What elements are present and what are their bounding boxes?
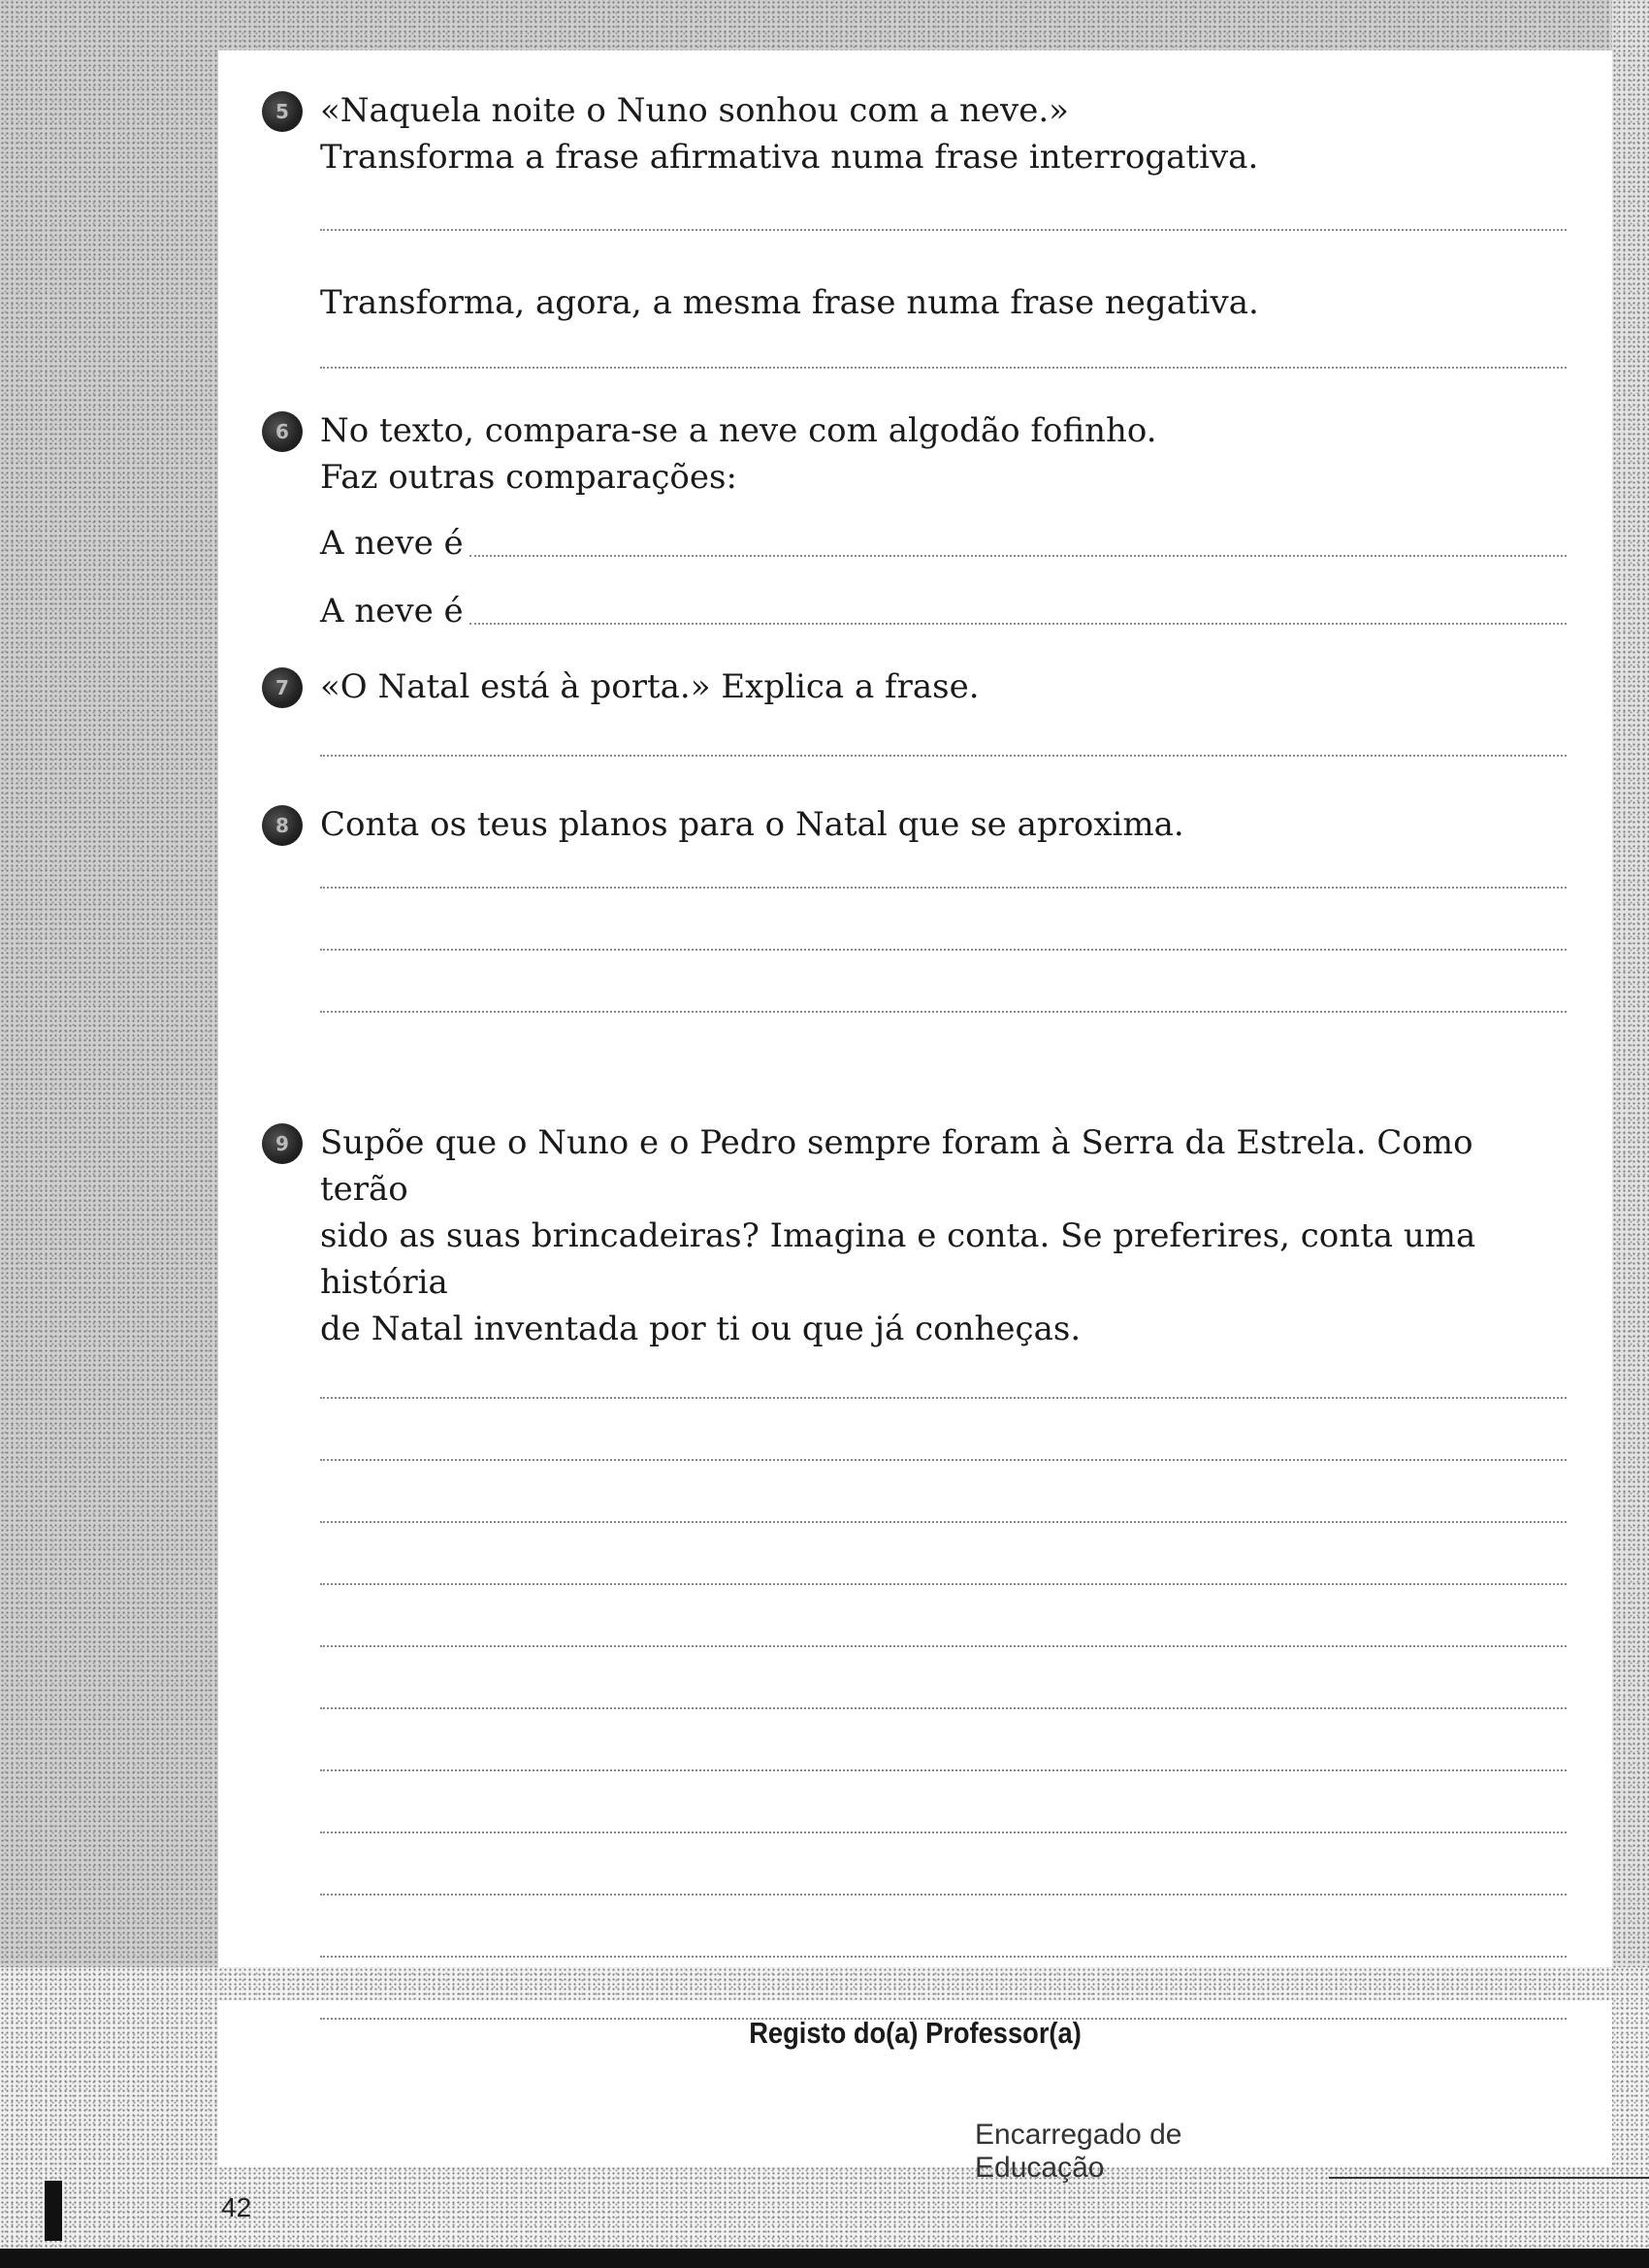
question-5 — [262, 87, 1567, 180]
scan-edge — [0, 2249, 1649, 2268]
answer-line[interactable] — [320, 1521, 1567, 1523]
answer-line[interactable] — [320, 1011, 1567, 1013]
corner-mark — [45, 2181, 62, 2241]
answer-line[interactable] — [320, 1397, 1567, 1399]
fill-prefix: A neve é — [320, 524, 464, 563]
question-number-badge: 8 — [262, 805, 303, 846]
question-text-line: Supõe que o Nuno e o Pedro sempre foram à Serra da Estrela. Como terão — [320, 1123, 1473, 1209]
page-shadow-right — [1612, 0, 1649, 1998]
comparison-fill-1 — [262, 520, 1567, 567]
guardian-signature — [975, 2119, 1649, 2185]
question-text-line: de Natal inventada por ti ou que já conheças. — [320, 1310, 1082, 1348]
answer-line[interactable] — [320, 887, 1567, 889]
question-text-line: Transforma a frase afirmativa numa frase interrogativa. — [320, 138, 1259, 177]
question-7 — [262, 664, 1567, 710]
question-text-line: «O Natal está à porta.» Explica a frase. — [320, 667, 980, 706]
question-text-line: «Naquela noite o Nuno sonhou com a neve.» — [320, 91, 1069, 130]
signature-label: Encarregado de Educação — [975, 2119, 1182, 2184]
answer-line[interactable] — [320, 1707, 1567, 1709]
question-text-line: Faz outras comparações: — [320, 458, 737, 497]
answer-line[interactable] — [320, 1769, 1567, 1771]
answer-line[interactable] — [320, 1645, 1567, 1647]
page-shadow-left — [0, 0, 218, 2268]
question-6 — [262, 407, 1567, 501]
worksheet-content — [262, 87, 1567, 2020]
answer-line[interactable] — [320, 755, 1567, 757]
question-number-badge: 6 — [262, 411, 303, 452]
answer-line[interactable] — [320, 949, 1567, 951]
answer-line[interactable] — [469, 623, 1567, 625]
answer-line[interactable] — [320, 1831, 1567, 1833]
answer-line[interactable] — [320, 367, 1567, 369]
comparison-fill-2 — [262, 588, 1567, 634]
answer-line[interactable] — [469, 555, 1567, 557]
question-text-line: No texto, compara-se a neve com algodão fofinho. — [320, 411, 1157, 450]
answer-line[interactable] — [320, 229, 1567, 231]
fill-prefix: A neve é — [320, 592, 464, 631]
teacher-record-title: Registo do(a) Professor(a) — [749, 2016, 1082, 2050]
answer-line[interactable] — [320, 1894, 1567, 1895]
answer-line[interactable] — [320, 1583, 1567, 1585]
answer-line[interactable] — [320, 1459, 1567, 1461]
page-shadow-top — [0, 0, 1649, 50]
signature-line[interactable] — [1329, 2177, 1649, 2179]
page-number: 42 — [221, 2192, 252, 2222]
question-number-badge: 9 — [262, 1123, 303, 1164]
question-5-followup — [262, 279, 1567, 326]
question-number-badge: 5 — [262, 91, 303, 132]
question-8 — [262, 801, 1567, 848]
question-text-line: sido as suas brincadeiras? Imagina e conta. Se preferires, conta uma história — [320, 1216, 1476, 1302]
question-text-line: Transforma, agora, a mesma frase numa frase negativa. — [320, 283, 1259, 322]
question-9 — [262, 1119, 1567, 1352]
answer-line[interactable] — [320, 1956, 1567, 1958]
question-text-line: Conta os teus planos para o Natal que se aproxima. — [320, 805, 1184, 844]
question-number-badge: 7 — [262, 667, 303, 708]
